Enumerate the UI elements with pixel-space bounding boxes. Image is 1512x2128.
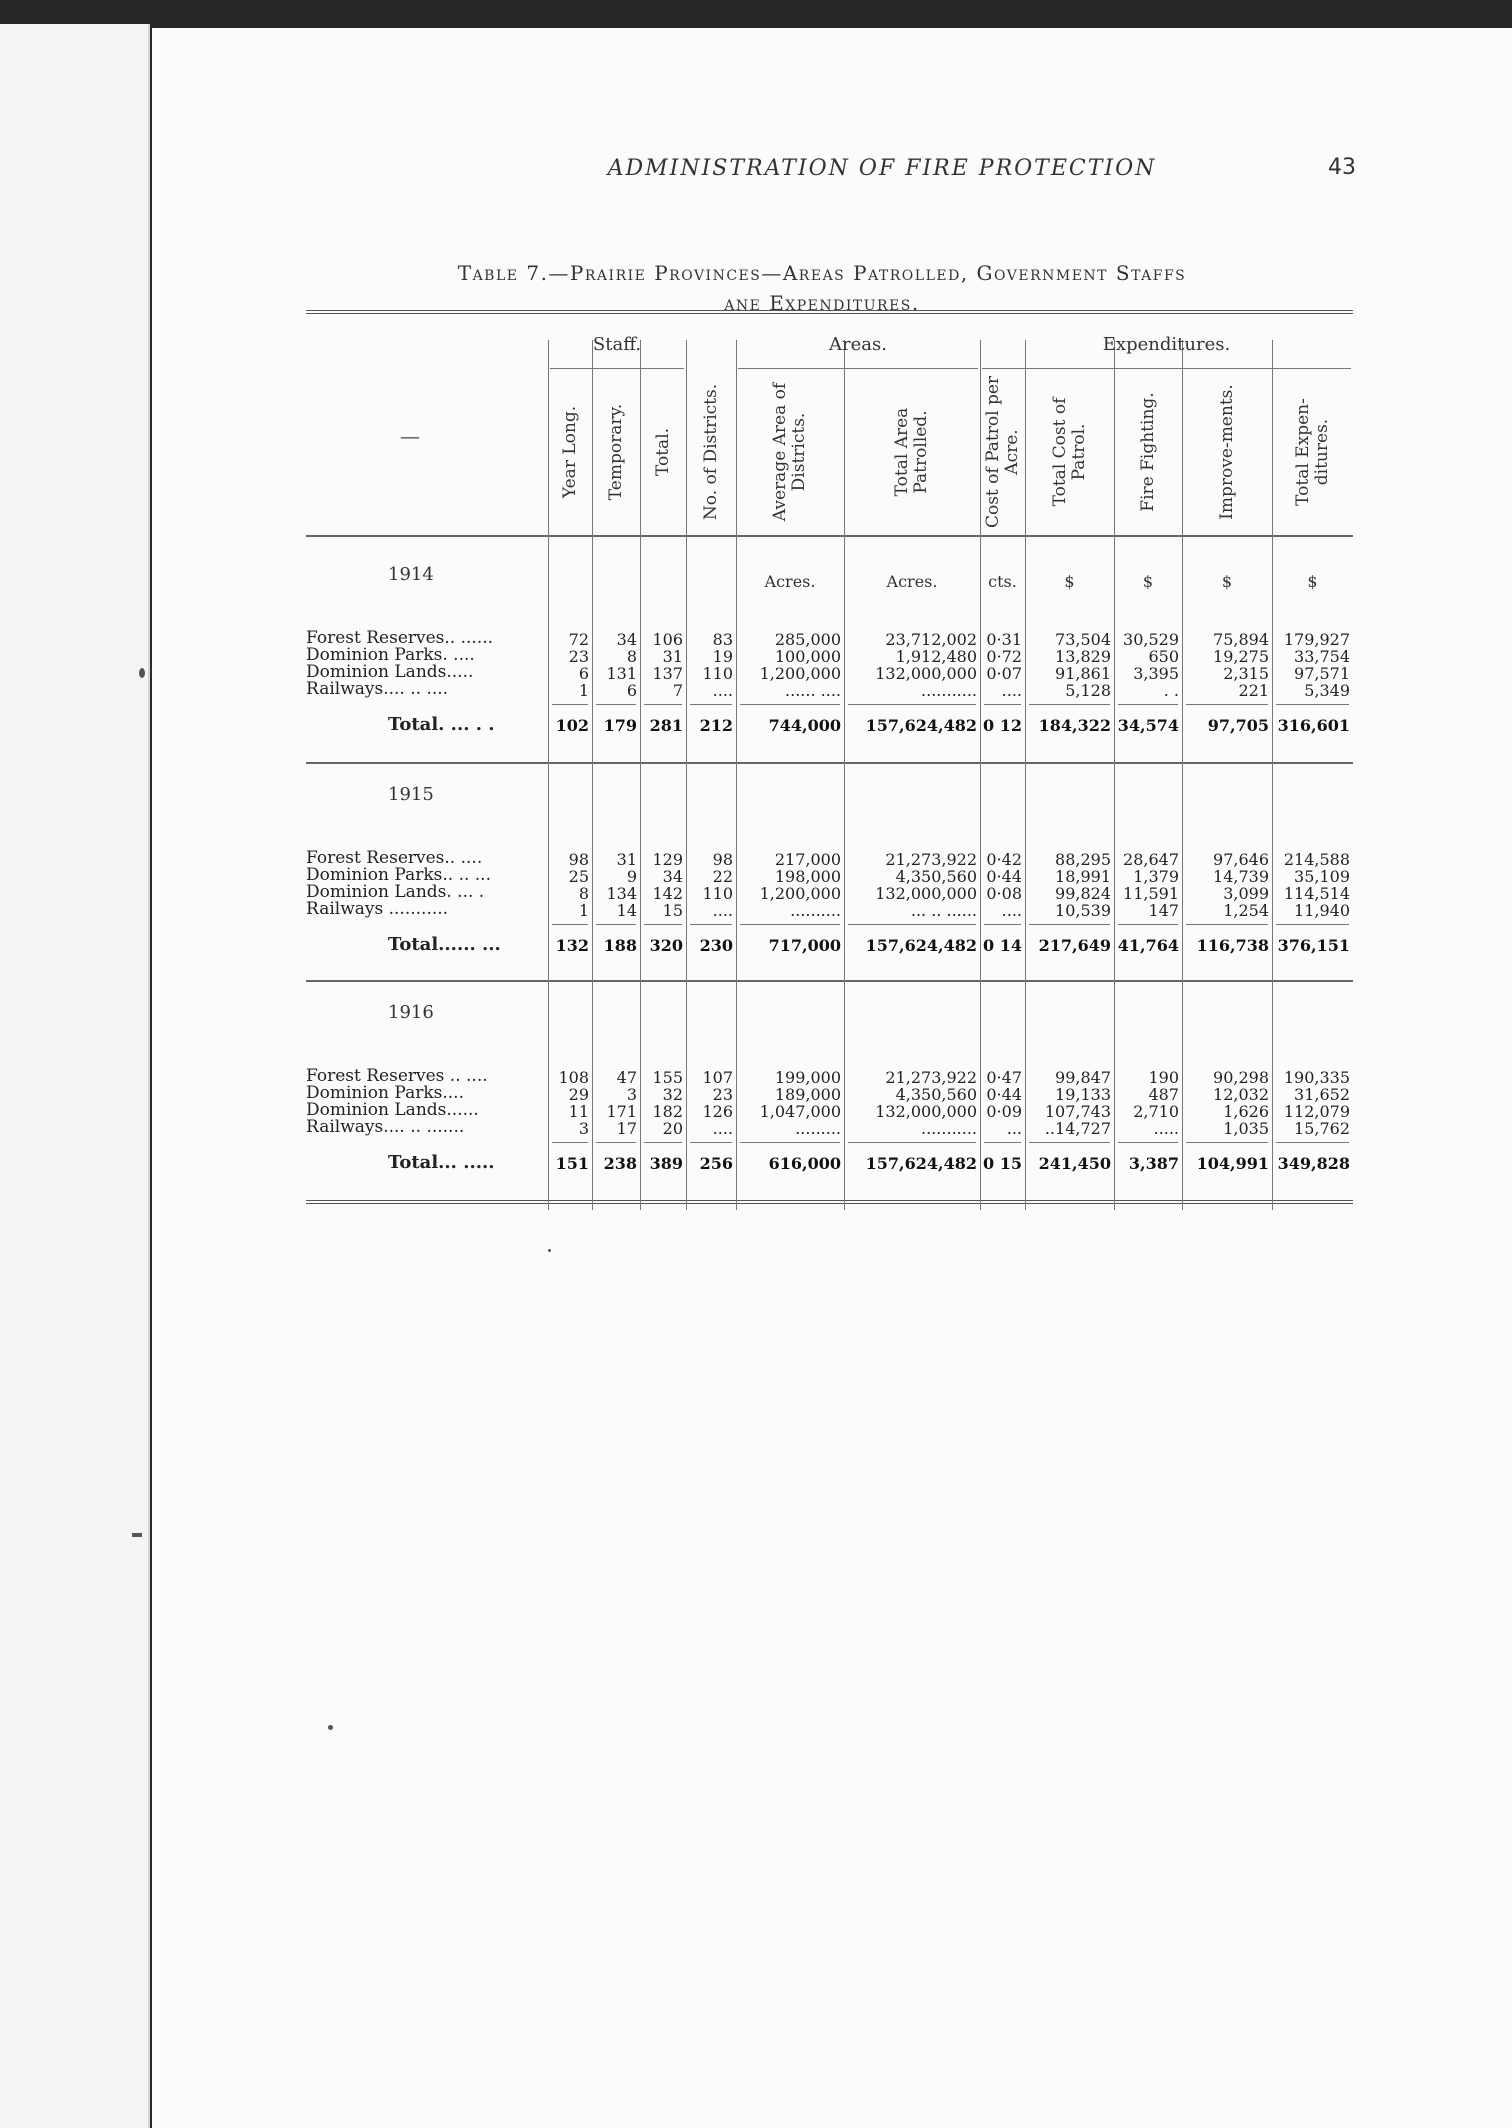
table-cell: 6 [578,664,589,683]
total-rule [984,924,1021,925]
table-cell: 1,200,000 [759,884,841,903]
table-cell: 189,000 [774,1085,841,1104]
table-cell: 1 [578,901,589,920]
table-cell: 0·44 [986,1085,1022,1104]
total-cell: 616,000 [768,1154,841,1173]
table-cell: .......... [790,901,841,920]
total-cell: 217,649 [1038,936,1111,955]
total-cell: 349,828 [1277,1154,1350,1173]
row-label: Railways.... .. ....... [306,1117,465,1137]
total-rule [644,924,682,925]
table-cell: 1 [578,681,589,700]
table-cell: 3,099 [1223,884,1269,903]
table-cell: 75,894 [1213,630,1269,649]
unit-label: Acres. [764,572,816,591]
total-rule [848,704,976,705]
total-cell: 3,387 [1128,1154,1179,1173]
year-heading: 1914 [388,564,434,585]
table-cell: 5,128 [1065,681,1111,700]
total-cell: 316,601 [1277,716,1350,735]
total-cell: 188 [603,936,637,955]
total-rule [690,704,732,705]
total-cell: 212 [699,716,733,735]
table-cell: 0·09 [986,1102,1022,1121]
page-number: 43 [1328,155,1356,180]
table-cell: 9 [626,867,637,886]
table-cell: ........... [921,681,977,700]
table-cell: ..14,727 [1044,1119,1111,1138]
group-rule-areas [738,368,978,369]
table-cell: 34 [616,630,637,649]
row-label: Dominion Parks.... [306,1083,464,1103]
table-cell: 31 [616,850,637,869]
total-rule [552,704,588,705]
table-cell: 2,315 [1223,664,1269,683]
row-label: Dominion Parks.. .. ... [306,865,491,885]
table-cell: 0·44 [986,867,1022,886]
table-cell: ...... .... [785,681,841,700]
total-rule [1276,1142,1349,1143]
table-cell: 108 [558,1068,589,1087]
column-header: Total. [652,427,673,477]
unit-label: $ [1142,572,1154,591]
total-rule [1029,704,1110,705]
table-cell: 107 [702,1068,733,1087]
row-label: Railways ........... [306,899,449,919]
table-cell: 23 [568,647,589,666]
total-rule [690,1142,732,1143]
table-cell: 142 [652,884,683,903]
table-cell: 1,912,480 [895,647,977,666]
table-cell: 3,395 [1133,664,1179,683]
table-cell: .... [712,1119,733,1138]
row-label: Railways.... .. .... [306,679,449,699]
unit-label: cts. [988,572,1017,591]
scan-speck [132,1533,142,1537]
table-cell: 14,739 [1213,867,1269,886]
table-cell: 8 [578,884,589,903]
table-cell: 182 [652,1102,683,1121]
stub-head: — [400,424,420,448]
column-header: Fire Fighting. [1137,392,1158,512]
table-cell: 3 [626,1085,637,1104]
total-rule [740,704,840,705]
table-cell: 83 [712,630,733,649]
total-rule [1029,1142,1110,1143]
table-cell: 10,539 [1055,901,1111,920]
table-cell: 25 [568,867,589,886]
table-cell: 0·47 [986,1068,1022,1087]
table-cell: 98 [712,850,733,869]
total-label: Total...... ... [388,934,501,955]
table-cell: 7 [672,681,683,700]
total-rule [1118,924,1178,925]
year-heading: 1915 [388,784,434,805]
table-cell: 131 [606,664,637,683]
table-caption [392,258,1252,318]
unit-label: $ [1064,572,1075,591]
table-cell: 19 [712,647,733,666]
table-cell: 137 [652,664,683,683]
total-rule [596,704,636,705]
table-cell: 11,591 [1123,884,1179,903]
table-cell: 98 [568,850,589,869]
table-cell: .... [712,901,733,920]
table-cell: 28,647 [1123,850,1179,869]
table-cell: ... .. ...... [910,901,977,920]
total-cell: 116,738 [1196,936,1269,955]
table-cell: 33,754 [1294,647,1350,666]
column-header: Average Area of Districts. [770,382,809,522]
total-rule [1029,924,1110,925]
total-rule [690,924,732,925]
table-cell: 112,079 [1283,1102,1350,1121]
table-cell: 4,350,560 [895,1085,977,1104]
total-rule [644,1142,682,1143]
header-bottom-rule [306,535,1353,537]
table-cell: 0·07 [986,664,1022,683]
row-label: Forest Reserves.. ...... [306,628,494,648]
table-cell: 29 [568,1085,589,1104]
table-cell: 285,000 [774,630,841,649]
table-cell: 190 [1148,1068,1179,1087]
table-cell: 171 [606,1102,637,1121]
table-cell: 650 [1148,647,1179,666]
table-cell: 73,504 [1055,630,1111,649]
table-cell: 15 [662,901,683,920]
table-cell: 88,295 [1055,850,1111,869]
section-rule-1915 [306,762,1353,764]
table-cell: 11 [568,1102,589,1121]
table-cell: 134 [606,884,637,903]
table-cell: 32 [662,1085,683,1104]
table-cell: ..... [1153,1119,1179,1138]
total-cell: 34,574 [1117,716,1179,735]
table-cell: 34 [662,867,683,886]
scan-speck [548,1249,551,1252]
table-cell: ......... [795,1119,841,1138]
table-cell: 30,529 [1123,630,1179,649]
table-cell: 12,032 [1213,1085,1269,1104]
table-cell: .... [712,681,733,700]
table-cell: 132,000,000 [875,1102,977,1121]
total-rule [552,924,588,925]
table-cell: 110 [702,664,733,683]
table-cell: 0·72 [986,647,1022,666]
table-cell: 106 [652,630,683,649]
total-cell: 744,000 [768,716,841,735]
total-cell: 179 [603,716,637,735]
table-cell: 20 [662,1119,683,1138]
table-cell: 19,275 [1213,647,1269,666]
table-cell: 3 [578,1119,589,1138]
table-cell: 13,829 [1055,647,1111,666]
table-cell: 155 [652,1068,683,1087]
table-cell: . . [1163,681,1179,700]
book-page [152,28,1512,2128]
table-cell: ........... [921,1119,977,1138]
table-cell: 100,000 [774,647,841,666]
row-label: Dominion Parks. .... [306,645,475,665]
unit-label: $ [1221,572,1233,591]
scan-speck [328,1725,333,1730]
total-cell: 256 [699,1154,733,1173]
total-cell: 281 [649,716,683,735]
table-caption-line-1: Table 7.—Prairie Provinces—Areas Patrolled, Government Staffs [457,261,1187,285]
table-cell: 1,200,000 [759,664,841,683]
group-rule-expenditures [982,368,1351,369]
total-cell: 102 [555,716,589,735]
table-cell: 1,047,000 [759,1102,841,1121]
table-cell: 11,940 [1294,901,1350,920]
total-rule [644,704,682,705]
total-rule [596,924,636,925]
unit-label: $ [1307,572,1318,591]
total-rule [740,1142,840,1143]
table-cell: 72 [568,630,589,649]
table-cell: 179,927 [1283,630,1350,649]
column-header: Temporary. [605,403,626,501]
table-cell: 23 [712,1085,733,1104]
table-cell: 129 [652,850,683,869]
total-cell: 157,624,482 [865,1154,977,1173]
row-label: Dominion Lands..... [306,662,474,682]
total-cell: 41,764 [1117,936,1179,955]
table-cell: 132,000,000 [875,884,977,903]
total-rule [1118,704,1178,705]
table-cell: 47 [616,1068,637,1087]
year-heading: 1916 [388,1002,434,1023]
total-cell: 0 15 [983,1154,1022,1173]
total-cell: 717,000 [768,936,841,955]
table-cell: 1,626 [1223,1102,1269,1121]
table-cell: 5,349 [1304,681,1350,700]
table-cell: 31 [662,647,683,666]
total-cell: 157,624,482 [865,936,977,955]
total-cell: 238 [603,1154,637,1173]
total-cell: 97,705 [1207,716,1269,735]
table-cell: 6 [626,681,637,700]
total-cell: 104,991 [1196,1154,1269,1173]
column-header: Total Cost of Patrol. [1049,397,1089,507]
total-rule [552,1142,588,1143]
total-cell: 132 [555,936,589,955]
total-rule [740,924,840,925]
total-cell: 241,450 [1038,1154,1111,1173]
table-cell: 214,588 [1283,850,1350,869]
table-cell: 110 [702,884,733,903]
group-rule-staff [550,368,684,369]
total-cell: 184,322 [1038,716,1111,735]
total-rule [848,924,976,925]
table-cell: 0·42 [986,850,1022,869]
table-cell: 147 [1148,901,1179,920]
total-rule [1118,1142,1178,1143]
row-label: Forest Reserves .. .... [306,1066,488,1086]
total-rule [1276,704,1349,705]
table-cell: 19,133 [1055,1085,1111,1104]
table-cell: 99,847 [1055,1068,1111,1087]
table-cell: 132,000,000 [875,664,977,683]
total-cell: 151 [555,1154,589,1173]
table-cell: 190,335 [1283,1068,1350,1087]
total-cell: 320 [649,936,683,955]
column-header: Cost of Patrol per Acre. [982,375,1022,529]
table-cell: 126 [702,1102,733,1121]
total-rule [1186,1142,1268,1143]
table-cell: .... [1001,681,1022,700]
table-cell: 114,514 [1283,884,1350,903]
table-cell: 221 [1238,681,1269,700]
column-header: Total Expen-ditures. [1292,398,1332,506]
table-cell: 487 [1148,1085,1179,1104]
table-cell: 31,652 [1294,1085,1350,1104]
table-cell: 199,000 [774,1068,841,1087]
table-cell: 1,254 [1223,901,1269,920]
table-cell: 1,035 [1223,1119,1269,1138]
table-cell: 97,646 [1213,850,1269,869]
table-cell: 97,571 [1294,664,1350,683]
group-header-expenditures: Expenditures. [1102,334,1231,355]
table-cell: 0·31 [986,630,1022,649]
total-cell: 0 12 [983,716,1022,735]
table-cell: 107,743 [1044,1102,1111,1121]
total-label: Total... ..... [388,1152,495,1173]
total-rule [1186,704,1268,705]
column-header: No. of Districts. [700,383,721,521]
table-cell: 90,298 [1213,1068,1269,1087]
facing-page-edge [0,24,150,2128]
table-cell: 21,273,922 [885,1068,977,1087]
table-caption-line-2: ane Expenditures. [724,291,920,315]
table-bottom-rule [306,1200,1353,1204]
table-cell: 17 [616,1119,637,1138]
total-cell: 157,624,482 [865,716,977,735]
table-cell: 35,109 [1294,867,1350,886]
column-header: Total Area Patrolled. [892,407,931,497]
total-rule [1186,924,1268,925]
table-cell: 22 [712,867,733,886]
table-cell: 99,824 [1055,884,1111,903]
scan-speck [139,668,145,678]
total-cell: 0 14 [983,936,1022,955]
total-cell: 389 [649,1154,683,1173]
table-cell: 14 [616,901,637,920]
table-cell: 91,861 [1055,664,1111,683]
table-cell: 8 [626,647,637,666]
row-label: Forest Reserves.. .... [306,848,483,868]
table-top-rule [306,310,1353,314]
table-cell: 4,350,560 [895,867,977,886]
total-rule [1276,924,1349,925]
table-cell: 217,000 [774,850,841,869]
unit-label: Acres. [886,572,938,591]
table-cell: 1,379 [1133,867,1179,886]
table-cell: 0·08 [986,884,1022,903]
group-header-staff: Staff. [592,334,642,355]
total-label: Total. ... . . [388,714,495,735]
row-label: Dominion Lands. ... . [306,882,485,902]
table-cell: 2,710 [1133,1102,1179,1121]
column-header: Year Long. [559,405,580,499]
total-rule [848,1142,976,1143]
table-cell: 198,000 [774,867,841,886]
total-cell: 376,151 [1277,936,1350,955]
column-header: Improve-ments. [1216,384,1237,520]
table-cell: 15,762 [1294,1119,1350,1138]
section-rule-1916 [306,980,1353,982]
table-cell: 23,712,002 [885,630,977,649]
scan-top-edge [0,0,1512,30]
table-cell: 21,273,922 [885,850,977,869]
total-rule [984,704,1021,705]
group-header-areas: Areas. [829,334,887,355]
total-rule [984,1142,1021,1143]
row-label: Dominion Lands...... [306,1100,479,1120]
table-cell: 18,991 [1055,867,1111,886]
table-cell: .... [1001,901,1022,920]
table-cell: ... [1006,1119,1022,1138]
running-head: ADMINISTRATION OF FIRE PROTECTION [607,156,1157,181]
total-rule [596,1142,636,1143]
total-cell: 230 [699,936,733,955]
